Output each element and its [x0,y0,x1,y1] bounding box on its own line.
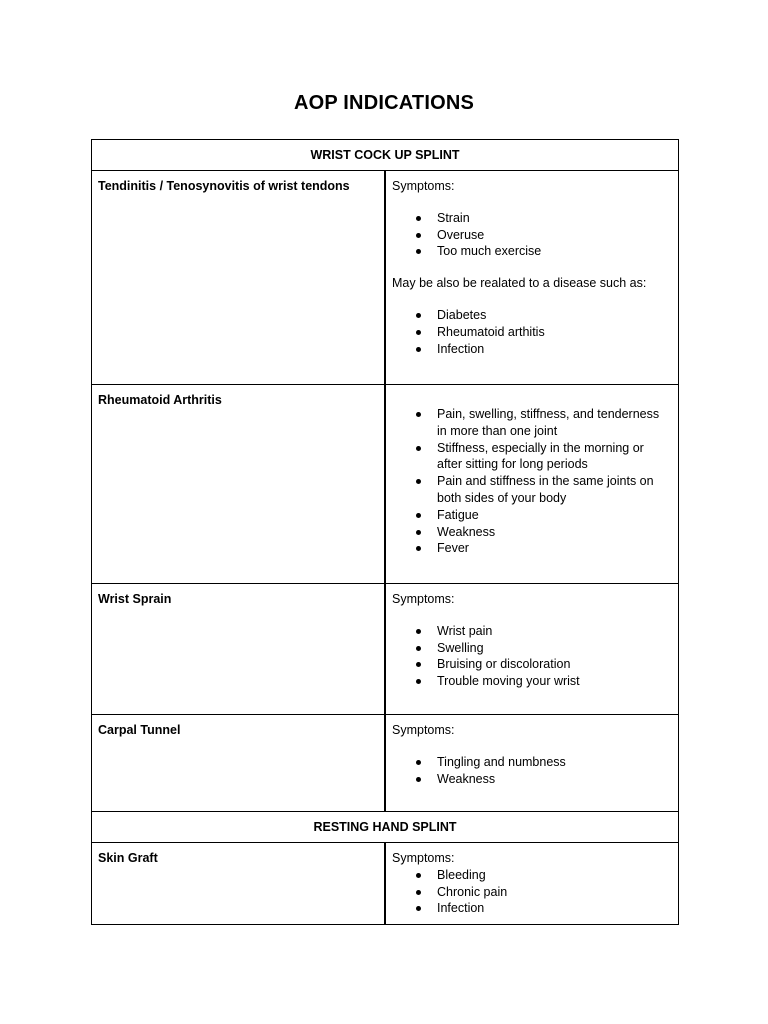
bullet-icon [416,233,421,238]
symptom-list [392,406,672,557]
indications-table [91,139,679,925]
bullet-icon [416,777,421,782]
symptoms-label: Symptoms: [392,851,455,865]
bullet-icon [416,760,421,765]
condition-name: Rheumatoid Arthritis [98,393,222,407]
condition-cell [92,385,386,584]
table-row [92,385,679,584]
bullet-icon [416,890,421,895]
bullet-icon [416,513,421,518]
disease-list [392,307,672,357]
section-heading-resting-hand-splint: RESTING HAND SPLINT [92,812,679,843]
symptoms-cell [385,843,679,925]
list-item: Pain, swelling, stiffness, and tenderness in more than one joint [392,406,672,440]
disease-note: May be also be realated to a disease such as: [392,276,647,291]
symptoms-cell [385,715,679,812]
bullet-icon [416,546,421,551]
list-item: Too much exercise [392,243,672,260]
symptom-list [392,623,672,690]
list-item: Wrist pain [392,623,672,640]
condition-cell [92,584,386,715]
symptom-list [392,867,672,917]
symptom-list [392,210,672,260]
list-item: Chronic pain [392,884,672,901]
list-item: Fatigue [392,507,672,524]
list-item: Trouble moving your wrist [392,673,672,690]
bullet-icon [416,479,421,484]
symptom-list [392,754,672,788]
list-item: Rheumatoid arthitis [392,324,672,341]
bullet-icon [416,313,421,318]
bullet-icon [416,412,421,417]
condition-name: Carpal Tunnel [98,723,181,737]
bullet-icon [416,873,421,878]
condition-name: Wrist Sprain [98,592,172,606]
list-item: Bleeding [392,867,672,884]
symptoms-cell [385,584,679,715]
list-item: Strain [392,210,672,227]
bullet-icon [416,347,421,352]
list-item: Tingling and numbness [392,754,672,771]
bullet-icon [416,330,421,335]
bullet-icon [416,216,421,221]
list-item: Infection [392,341,672,358]
table-row [92,715,679,812]
bullet-icon [416,679,421,684]
section-heading-wrist-cock-up-splint: WRIST COCK UP SPLINT [92,140,679,171]
condition-cell [92,843,386,925]
symptoms-label: Symptoms: [392,592,455,606]
list-item: Weakness [392,524,672,541]
condition-cell [92,171,386,385]
condition-cell [92,715,386,812]
list-item: Stiffness, especially in the morning or after sitting for long periods [392,440,672,474]
list-item: Overuse [392,227,672,244]
symptoms-cell [385,385,679,584]
table-row [92,171,679,385]
list-item: Weakness [392,771,672,788]
bullet-icon [416,249,421,254]
list-item: Infection [392,900,672,917]
table-row [92,843,679,925]
list-item: Fever [392,540,672,557]
list-item: Swelling [392,640,672,657]
symptoms-label: Symptoms: [392,723,455,737]
list-item: Bruising or discoloration [392,656,672,673]
symptoms-cell [385,171,679,385]
list-item: Diabetes [392,307,672,324]
bullet-icon [416,530,421,535]
bullet-icon [416,646,421,651]
bullet-icon [416,446,421,451]
condition-name: Tendinitis / Tenosynovitis of wrist tendons [98,179,350,193]
bullet-icon [416,906,421,911]
page-title: AOP INDICATIONS [293,92,475,114]
bullet-icon [416,662,421,667]
symptoms-label: Symptoms: [392,179,455,193]
list-item: Pain and stiffness in the same joints on both sides of your body [392,473,672,507]
bullet-icon [416,629,421,634]
table-row [92,584,679,715]
condition-name: Skin Graft [98,851,158,865]
